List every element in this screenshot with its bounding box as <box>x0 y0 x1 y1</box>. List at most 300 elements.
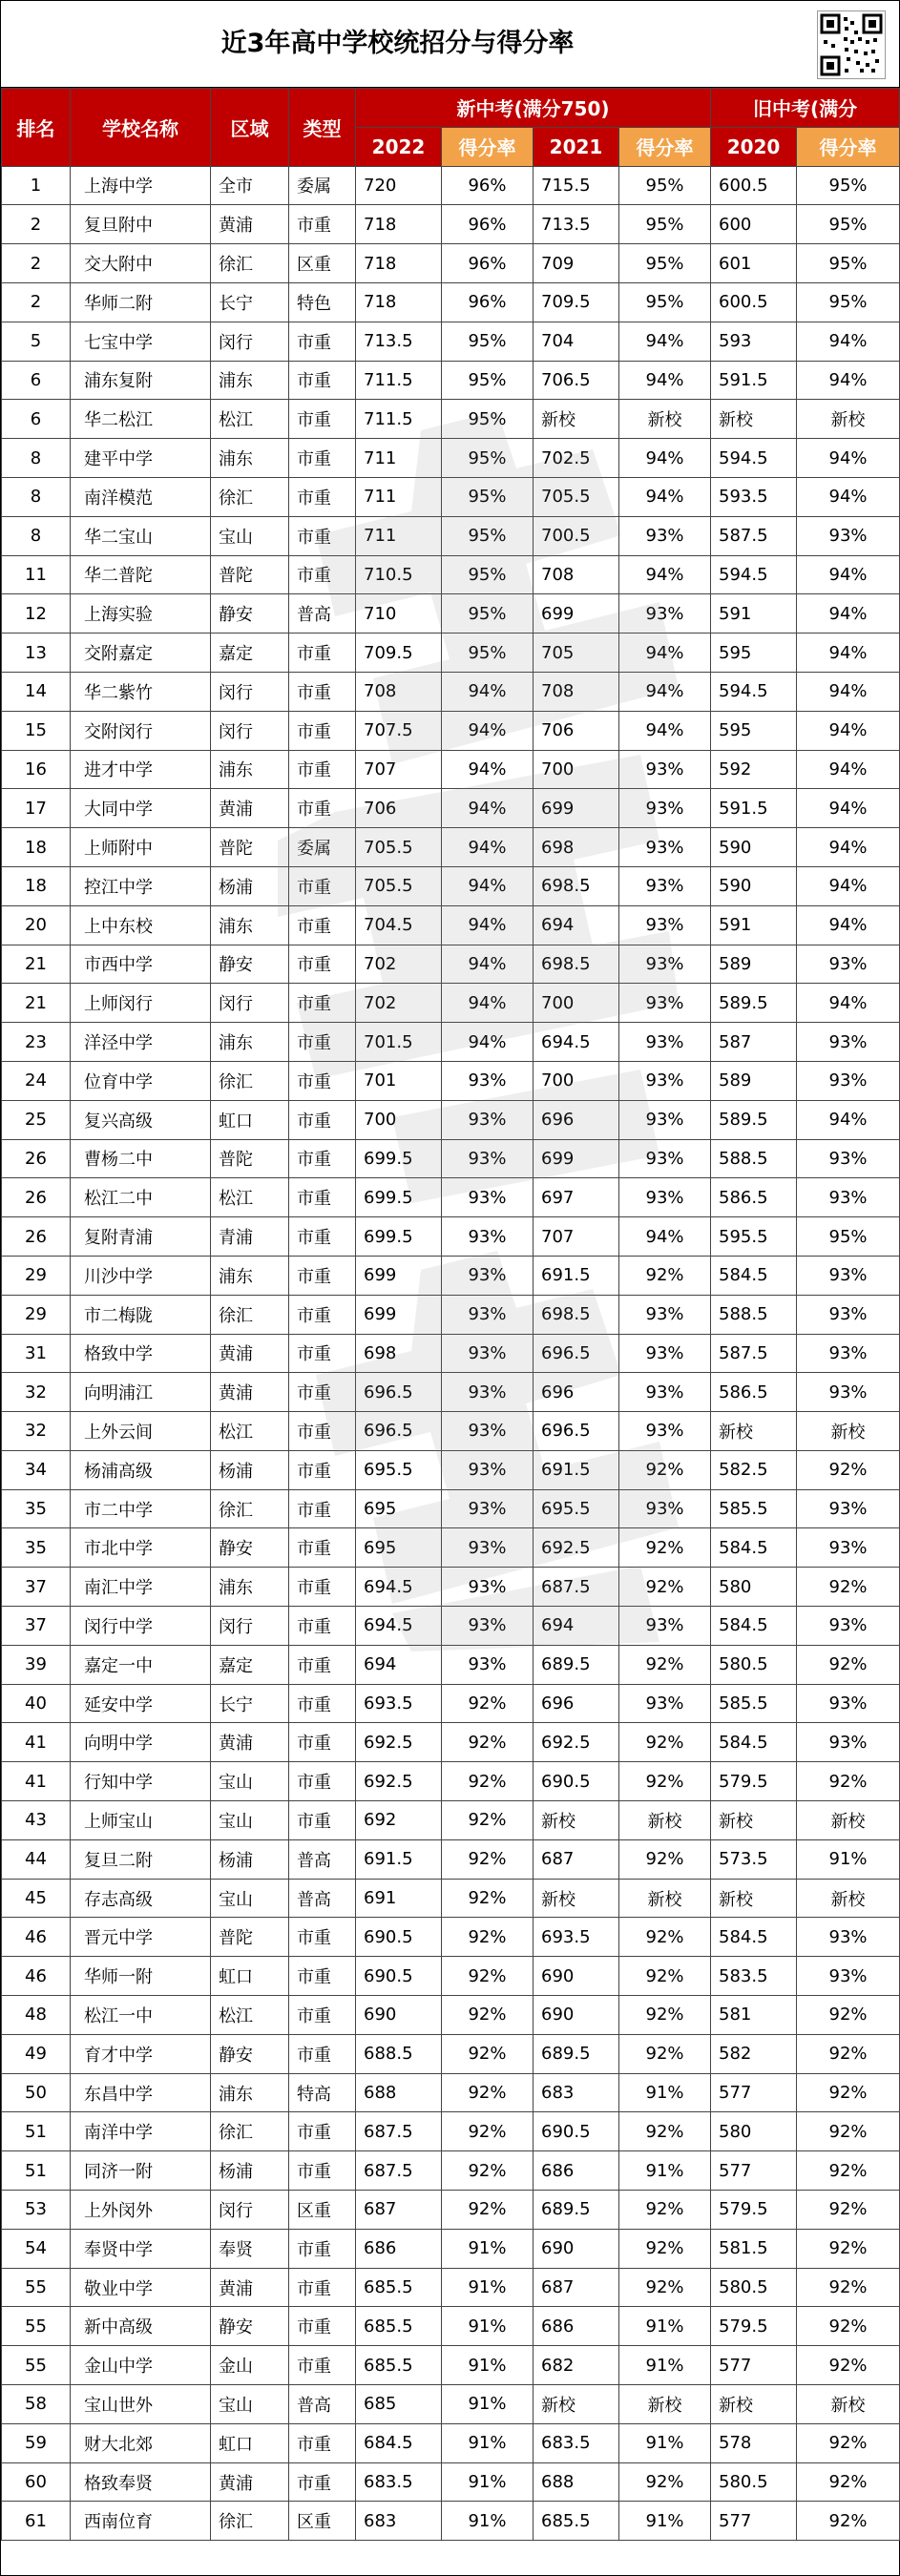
rate-2020-cell: 94% <box>797 866 900 905</box>
score-2021-cell: 699 <box>534 789 619 828</box>
district-cell: 静安 <box>211 945 289 984</box>
rate-2020-cell: 92% <box>797 2112 900 2151</box>
rank-cell: 49 <box>2 2034 71 2073</box>
header-type: 类型 <box>289 89 356 167</box>
rate-2021-cell: 92% <box>619 1528 711 1568</box>
score-2022-cell: 713.5 <box>356 322 442 361</box>
type-cell: 市重 <box>289 1996 356 2035</box>
score-2021-cell: 689.5 <box>534 2034 619 2073</box>
rate-2022-cell: 93% <box>442 1217 534 1257</box>
rate-2022-cell: 93% <box>442 1178 534 1217</box>
score-2020-cell: 577 <box>711 2073 797 2112</box>
score-2020-cell: 580.5 <box>711 1645 797 1684</box>
district-cell: 闵行 <box>211 711 289 750</box>
score-2020-cell: 581.5 <box>711 2229 797 2268</box>
district-cell: 宝山 <box>211 1801 289 1840</box>
score-2022-cell: 688.5 <box>356 2034 442 2073</box>
type-cell: 市重 <box>289 1450 356 1489</box>
score-2022-cell: 699 <box>356 1295 442 1334</box>
rate-2021-cell: 新校 <box>619 1879 711 1918</box>
school-name-cell: 向明中学 <box>71 1723 211 1762</box>
table-row <box>2 1684 900 1723</box>
score-2022-cell: 699.5 <box>356 1178 442 1217</box>
rate-2021-cell: 92% <box>619 1568 711 1607</box>
school-name-cell: 松江一中 <box>71 1996 211 2035</box>
school-name-cell: 松江二中 <box>71 1178 211 1217</box>
rank-cell: 34 <box>2 1450 71 1489</box>
score-2020-cell: 579.5 <box>711 2191 797 2230</box>
school-name-cell: 华二松江 <box>71 400 211 439</box>
district-cell: 杨浦 <box>211 1450 289 1489</box>
score-2022-cell: 710.5 <box>356 555 442 594</box>
score-2020-cell: 592 <box>711 750 797 789</box>
rate-2020-cell: 新校 <box>797 400 900 439</box>
rank-cell: 20 <box>2 905 71 945</box>
score-2020-cell: 579.5 <box>711 1762 797 1801</box>
rank-cell: 26 <box>2 1217 71 1257</box>
rate-2022-cell: 91% <box>442 2346 534 2385</box>
table-row <box>2 2229 900 2268</box>
score-2021-cell: 700 <box>534 1061 619 1100</box>
school-name-cell: 七宝中学 <box>71 322 211 361</box>
rank-cell: 24 <box>2 1061 71 1100</box>
score-2021-cell: 694 <box>534 1607 619 1646</box>
rate-2021-cell: 95% <box>619 282 711 322</box>
score-2021-cell: 706 <box>534 711 619 750</box>
rank-cell: 21 <box>2 984 71 1023</box>
rate-2021-cell: 91% <box>619 2502 711 2541</box>
district-cell: 黄浦 <box>211 2268 289 2307</box>
rate-2022-cell: 96% <box>442 244 534 283</box>
rate-2021-cell: 91% <box>619 2151 711 2191</box>
score-2022-cell: 693.5 <box>356 1684 442 1723</box>
rank-cell: 18 <box>2 828 71 867</box>
table-row <box>2 166 900 205</box>
school-name-cell: 华师二附 <box>71 282 211 322</box>
rate-2022-cell: 93% <box>442 1450 534 1489</box>
rank-cell: 29 <box>2 1295 71 1334</box>
score-2022-cell: 683 <box>356 2502 442 2541</box>
score-2021-cell: 695.5 <box>534 1489 619 1528</box>
type-cell: 市重 <box>289 672 356 711</box>
rate-2022-cell: 92% <box>442 1996 534 2035</box>
type-cell: 市重 <box>289 1489 356 1528</box>
rate-2021-cell: 92% <box>619 1839 711 1879</box>
district-cell: 黄浦 <box>211 2462 289 2502</box>
rate-2021-cell: 91% <box>619 2423 711 2462</box>
school-name-cell: 财大北郊 <box>71 2423 211 2462</box>
score-2022-cell: 690 <box>356 1996 442 2035</box>
rate-2021-cell: 93% <box>619 750 711 789</box>
table-row <box>2 1839 900 1879</box>
score-2021-cell: 685.5 <box>534 2502 619 2541</box>
rate-2021-cell: 新校 <box>619 1801 711 1840</box>
district-cell: 静安 <box>211 2307 289 2346</box>
type-cell: 市重 <box>289 2268 356 2307</box>
rate-2020-cell: 新校 <box>797 1412 900 1451</box>
score-2020-cell: 586.5 <box>711 1373 797 1412</box>
type-cell: 市重 <box>289 1528 356 1568</box>
score-2022-cell: 695.5 <box>356 1450 442 1489</box>
district-cell: 闵行 <box>211 322 289 361</box>
district-cell: 静安 <box>211 1528 289 1568</box>
rate-2022-cell: 93% <box>442 1607 534 1646</box>
score-2021-cell: 692.5 <box>534 1723 619 1762</box>
rate-2022-cell: 95% <box>442 361 534 400</box>
score-2022-cell: 701.5 <box>356 1023 442 1062</box>
score-2020-cell: 新校 <box>711 2385 797 2424</box>
rank-cell: 18 <box>2 866 71 905</box>
table-row <box>2 1178 900 1217</box>
type-cell: 特色 <box>289 282 356 322</box>
table-row <box>2 984 900 1023</box>
score-2020-cell: 591.5 <box>711 361 797 400</box>
school-name-cell: 市二中学 <box>71 1489 211 1528</box>
school-name-cell: 复旦附中 <box>71 205 211 244</box>
type-cell: 市重 <box>289 1256 356 1295</box>
score-2020-cell: 593.5 <box>711 477 797 516</box>
rank-cell: 41 <box>2 1723 71 1762</box>
rank-cell: 50 <box>2 2073 71 2112</box>
type-cell: 市重 <box>289 555 356 594</box>
qr-code-icon[interactable] <box>817 10 886 79</box>
score-2022-cell: 685 <box>356 2385 442 2424</box>
rate-2022-cell: 91% <box>442 2229 534 2268</box>
rate-2022-cell: 95% <box>442 634 534 673</box>
score-2022-cell: 700 <box>356 1100 442 1139</box>
rate-2021-cell: 92% <box>619 1957 711 1996</box>
rank-cell: 14 <box>2 672 71 711</box>
rate-2021-cell: 92% <box>619 2462 711 2502</box>
type-cell: 市重 <box>289 361 356 400</box>
score-2020-cell: 585.5 <box>711 1684 797 1723</box>
district-cell: 浦东 <box>211 1256 289 1295</box>
score-2020-cell: 594.5 <box>711 555 797 594</box>
district-cell: 徐汇 <box>211 1061 289 1100</box>
score-2021-cell: 新校 <box>534 1801 619 1840</box>
table-row <box>2 1762 900 1801</box>
table-row <box>2 282 900 322</box>
score-2021-cell: 689.5 <box>534 2191 619 2230</box>
rate-2022-cell: 93% <box>442 1334 534 1373</box>
rate-2021-cell: 93% <box>619 984 711 1023</box>
score-2021-cell: 686 <box>534 2151 619 2191</box>
score-2020-cell: 580 <box>711 1568 797 1607</box>
score-2020-cell: 580.5 <box>711 2268 797 2307</box>
rate-2020-cell: 92% <box>797 2151 900 2191</box>
rate-2022-cell: 93% <box>442 1256 534 1295</box>
rate-2022-cell: 92% <box>442 1762 534 1801</box>
score-2021-cell: 688 <box>534 2462 619 2502</box>
district-cell: 宝山 <box>211 1879 289 1918</box>
score-2021-cell: 702.5 <box>534 439 619 478</box>
rank-cell: 6 <box>2 361 71 400</box>
score-2021-cell: 700 <box>534 984 619 1023</box>
district-cell: 黄浦 <box>211 789 289 828</box>
type-cell: 市重 <box>289 1957 356 1996</box>
school-name-cell: 交大附中 <box>71 244 211 283</box>
rate-2021-cell: 91% <box>619 2073 711 2112</box>
score-2022-cell: 708 <box>356 672 442 711</box>
score-2022-cell: 696.5 <box>356 1412 442 1451</box>
school-name-cell: 西南位育 <box>71 2502 211 2541</box>
district-cell: 虹口 <box>211 1957 289 1996</box>
rate-2020-cell: 95% <box>797 1217 900 1257</box>
score-2020-cell: 588.5 <box>711 1139 797 1178</box>
rank-cell: 55 <box>2 2268 71 2307</box>
table-row <box>2 516 900 555</box>
score-2022-cell: 687.5 <box>356 2112 442 2151</box>
rate-2021-cell: 93% <box>619 945 711 984</box>
score-2021-cell: 707 <box>534 1217 619 1257</box>
school-name-cell: 上海实验 <box>71 594 211 634</box>
type-cell: 市重 <box>289 1684 356 1723</box>
rate-2022-cell: 93% <box>442 1139 534 1178</box>
rate-2020-cell: 94% <box>797 1100 900 1139</box>
score-2020-cell: 586.5 <box>711 1178 797 1217</box>
district-cell: 闵行 <box>211 984 289 1023</box>
table-row <box>2 1957 900 1996</box>
score-2022-cell: 690.5 <box>356 1957 442 1996</box>
rank-cell: 40 <box>2 1684 71 1723</box>
score-2020-cell: 589.5 <box>711 1100 797 1139</box>
rate-2022-cell: 94% <box>442 789 534 828</box>
school-name-cell: 存志高级 <box>71 1879 211 1918</box>
school-name-cell: 进才中学 <box>71 750 211 789</box>
district-cell: 徐汇 <box>211 477 289 516</box>
rate-2020-cell: 92% <box>797 2462 900 2502</box>
score-2021-cell: 689.5 <box>534 1645 619 1684</box>
title-bar <box>1 1 899 88</box>
type-cell: 市重 <box>289 1023 356 1062</box>
score-2022-cell: 691 <box>356 1879 442 1918</box>
score-2020-cell: 600 <box>711 205 797 244</box>
type-cell: 市重 <box>289 2462 356 2502</box>
rate-2020-cell: 92% <box>797 2346 900 2385</box>
score-2021-cell: 690 <box>534 1996 619 2035</box>
score-2020-cell: 600.5 <box>711 166 797 205</box>
school-name-cell: 上师附中 <box>71 828 211 867</box>
score-2022-cell: 687 <box>356 2191 442 2230</box>
rate-2021-cell: 94% <box>619 711 711 750</box>
header-old-exam: 旧中考(满分 <box>711 89 900 128</box>
score-2020-cell: 578 <box>711 2423 797 2462</box>
type-cell: 市重 <box>289 322 356 361</box>
score-2020-cell: 589.5 <box>711 984 797 1023</box>
score-2020-cell: 591.5 <box>711 789 797 828</box>
school-name-cell: 同济一附 <box>71 2151 211 2191</box>
rank-cell: 61 <box>2 2502 71 2541</box>
score-2022-cell: 718 <box>356 282 442 322</box>
score-2020-cell: 新校 <box>711 1801 797 1840</box>
type-cell: 市重 <box>289 2112 356 2151</box>
rate-2020-cell: 92% <box>797 2268 900 2307</box>
table-row <box>2 2502 900 2541</box>
rank-cell: 48 <box>2 1996 71 2035</box>
rate-2021-cell: 93% <box>619 1684 711 1723</box>
score-2021-cell: 709.5 <box>534 282 619 322</box>
score-2021-cell: 699 <box>534 1139 619 1178</box>
table-row <box>2 477 900 516</box>
rank-cell: 37 <box>2 1607 71 1646</box>
rate-2022-cell: 95% <box>442 322 534 361</box>
type-cell: 市重 <box>289 945 356 984</box>
rate-2022-cell: 93% <box>442 1568 534 1607</box>
score-2020-cell: 580.5 <box>711 2462 797 2502</box>
score-2021-cell: 698.5 <box>534 866 619 905</box>
rate-2020-cell: 91% <box>797 1839 900 1879</box>
score-2021-cell: 697 <box>534 1178 619 1217</box>
score-2020-cell: 594.5 <box>711 439 797 478</box>
type-cell: 市重 <box>289 1178 356 1217</box>
rank-cell: 58 <box>2 2385 71 2424</box>
score-2020-cell: 601 <box>711 244 797 283</box>
school-name-cell: 行知中学 <box>71 1762 211 1801</box>
rate-2021-cell: 93% <box>619 866 711 905</box>
rate-2020-cell: 92% <box>797 1996 900 2035</box>
school-name-cell: 华二普陀 <box>71 555 211 594</box>
district-cell: 全市 <box>211 166 289 205</box>
score-2020-cell: 584.5 <box>711 1528 797 1568</box>
district-cell: 杨浦 <box>211 2151 289 2191</box>
score-2020-cell: 595 <box>711 634 797 673</box>
rate-2020-cell: 92% <box>797 1645 900 1684</box>
rank-cell: 37 <box>2 1568 71 1607</box>
table-row <box>2 1918 900 1957</box>
rank-cell: 2 <box>2 244 71 283</box>
score-2020-cell: 580 <box>711 2112 797 2151</box>
rate-2021-cell: 93% <box>619 1295 711 1334</box>
table-row <box>2 1061 900 1100</box>
score-2022-cell: 720 <box>356 166 442 205</box>
type-cell: 市重 <box>289 2151 356 2191</box>
score-2022-cell: 698 <box>356 1334 442 1373</box>
rate-2021-cell: 93% <box>619 1139 711 1178</box>
type-cell: 区重 <box>289 244 356 283</box>
header-new-exam: 新中考(满分750) <box>356 89 711 128</box>
table-row <box>2 2151 900 2191</box>
score-2021-cell: 696.5 <box>534 1334 619 1373</box>
rank-cell: 17 <box>2 789 71 828</box>
district-cell: 嘉定 <box>211 634 289 673</box>
district-cell: 浦东 <box>211 439 289 478</box>
rank-cell: 46 <box>2 1918 71 1957</box>
rate-2021-cell: 94% <box>619 361 711 400</box>
table-row <box>2 634 900 673</box>
rate-2021-cell: 93% <box>619 1607 711 1646</box>
school-name-cell: 奉贤中学 <box>71 2229 211 2268</box>
district-cell: 杨浦 <box>211 866 289 905</box>
rate-2022-cell: 93% <box>442 1373 534 1412</box>
type-cell: 市重 <box>289 1568 356 1607</box>
rate-2022-cell: 91% <box>442 2423 534 2462</box>
rate-2021-cell: 94% <box>619 477 711 516</box>
table-row <box>2 1334 900 1373</box>
rate-2020-cell: 95% <box>797 282 900 322</box>
rate-2021-cell: 92% <box>619 2191 711 2230</box>
district-cell: 静安 <box>211 2034 289 2073</box>
rate-2020-cell: 92% <box>797 2073 900 2112</box>
rate-2020-cell: 94% <box>797 361 900 400</box>
score-2021-cell: 687 <box>534 2268 619 2307</box>
rate-2022-cell: 93% <box>442 1412 534 1451</box>
rate-2020-cell: 93% <box>797 1023 900 1062</box>
district-cell: 普陀 <box>211 1139 289 1178</box>
rate-2022-cell: 92% <box>442 1957 534 1996</box>
rate-2020-cell: 93% <box>797 1723 900 1762</box>
rank-cell: 53 <box>2 2191 71 2230</box>
rank-cell: 35 <box>2 1489 71 1528</box>
rate-2020-cell: 92% <box>797 1450 900 1489</box>
district-cell: 虹口 <box>211 1100 289 1139</box>
rate-2022-cell: 95% <box>442 439 534 478</box>
school-name-cell: 上中东校 <box>71 905 211 945</box>
rate-2021-cell: 92% <box>619 1645 711 1684</box>
rank-cell: 11 <box>2 555 71 594</box>
score-2022-cell: 692.5 <box>356 1762 442 1801</box>
rate-2020-cell: 93% <box>797 1684 900 1723</box>
score-2020-cell: 581 <box>711 1996 797 2035</box>
rank-cell: 51 <box>2 2151 71 2191</box>
score-2020-cell: 584.5 <box>711 1607 797 1646</box>
rank-cell: 16 <box>2 750 71 789</box>
rate-2020-cell: 92% <box>797 2191 900 2230</box>
school-name-cell: 上外闵外 <box>71 2191 211 2230</box>
type-cell: 市重 <box>289 905 356 945</box>
type-cell: 市重 <box>289 634 356 673</box>
table-row <box>2 244 900 283</box>
district-cell: 黄浦 <box>211 205 289 244</box>
score-2022-cell: 711 <box>356 477 442 516</box>
district-cell: 普陀 <box>211 828 289 867</box>
district-cell: 徐汇 <box>211 2502 289 2541</box>
score-2020-cell: 新校 <box>711 1412 797 1451</box>
header-rate-2022: 得分率 <box>442 127 534 166</box>
score-2020-cell: 583.5 <box>711 1957 797 1996</box>
score-2020-cell: 594.5 <box>711 672 797 711</box>
rate-2022-cell: 92% <box>442 2034 534 2073</box>
rate-2020-cell: 93% <box>797 1528 900 1568</box>
score-2020-cell: 591 <box>711 905 797 945</box>
score-table <box>1 88 900 2541</box>
school-name-cell: 华二宝山 <box>71 516 211 555</box>
district-cell: 松江 <box>211 1412 289 1451</box>
district-cell: 黄浦 <box>211 1373 289 1412</box>
district-cell: 奉贤 <box>211 2229 289 2268</box>
type-cell: 市重 <box>289 2229 356 2268</box>
score-2021-cell: 705 <box>534 634 619 673</box>
rate-2020-cell: 92% <box>797 2423 900 2462</box>
rate-2022-cell: 96% <box>442 282 534 322</box>
type-cell: 市重 <box>289 1801 356 1840</box>
type-cell: 市重 <box>289 516 356 555</box>
header-rank: 排名 <box>2 89 71 167</box>
table-row <box>2 1139 900 1178</box>
table-row <box>2 1489 900 1528</box>
district-cell: 虹口 <box>211 2423 289 2462</box>
school-name-cell: 金山中学 <box>71 2346 211 2385</box>
rate-2020-cell: 93% <box>797 516 900 555</box>
score-2022-cell: 691.5 <box>356 1839 442 1879</box>
rank-cell: 8 <box>2 477 71 516</box>
score-2022-cell: 702 <box>356 945 442 984</box>
table-row <box>2 750 900 789</box>
table-row <box>2 866 900 905</box>
table-row <box>2 1568 900 1607</box>
rate-2020-cell: 94% <box>797 322 900 361</box>
rate-2021-cell: 92% <box>619 1450 711 1489</box>
rate-2022-cell: 93% <box>442 1528 534 1568</box>
